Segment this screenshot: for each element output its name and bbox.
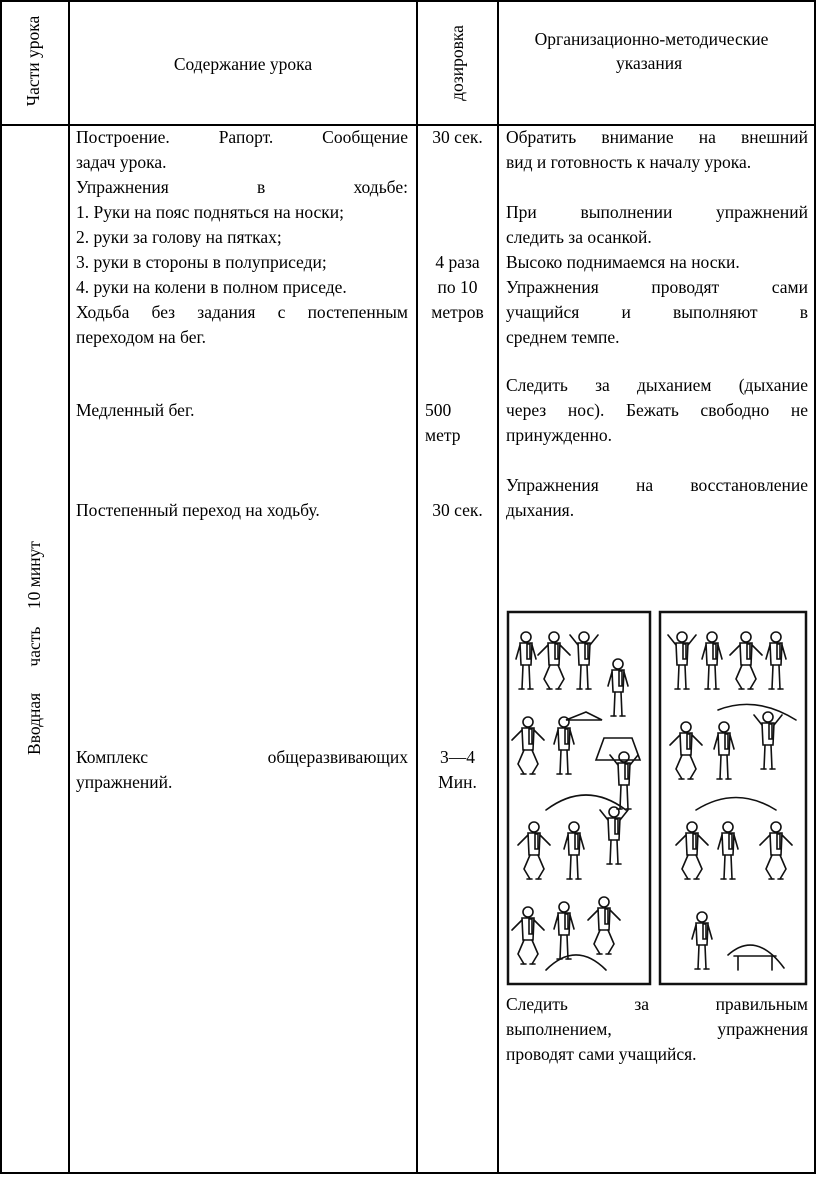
guidance-line: Следить за дыханием (дыхание [506,375,808,395]
dosage-value: 30 сек. [432,127,483,147]
dosage-value: 3—4 [440,747,475,767]
content-line: 1. Руки на пояс подняться на носки; [76,202,345,222]
header-content: Содержание урока [173,54,313,74]
table-border-left [0,0,2,1173]
content-line: переходом на бег. [76,327,207,347]
guidance-line: При выполнении упражнений [506,202,808,222]
content-line: 3. руки в стороны в полуприседи; [76,252,327,272]
guidance-line: вид и готовность к началу урока. [506,152,752,172]
table-border-right [814,0,816,1173]
guidance-line: дыхания. [506,500,575,520]
header-guidance-line2: указания [616,53,683,73]
content-line: Упражнения в ходьбе: [76,177,408,197]
guidance-line: проводят сами учащийся. [506,1044,697,1064]
guidance-line: среднем темпе. [506,327,620,347]
content-line: 4. руки на колени в полном приседе. [76,277,347,297]
table-border-top [0,0,816,2]
dosage-value: метров [431,302,484,322]
dosage-value: по 10 [437,277,478,297]
content-line: Комплекс общеразвивающих [76,747,408,767]
guidance-line: Обратить внимание на внешний [506,127,808,147]
header-dosage: дозировка [447,25,467,101]
guidance-line: Высоко поднимаемся на носки. [506,252,740,272]
dosage-value: 4 раза [435,252,480,272]
content-line: 2. руки за голову на пятках; [76,227,282,247]
content-line: Медленный бег. [76,400,195,420]
content-line: Постепенный переход на ходьбу. [76,500,320,520]
dosage-value: 30 сек. [432,500,483,520]
guidance-line: через нос). Бежать свободно не [506,400,808,420]
dosage-value: Мин. [438,772,477,792]
column-divider-2 [416,0,418,1173]
guidance-line: выполнением, упражнения [506,1019,808,1039]
guidance-line: следить за осанкой. [506,227,652,247]
content-line: упражнений. [76,772,173,792]
content-line: задач урока. [76,152,167,172]
guidance-line: Упражнения на восстановление [506,475,808,495]
guidance-line: Следить за правильным [506,994,808,1014]
guidance-line: принужденно. [506,425,612,445]
dosage-value: метр [425,425,461,445]
header-parts: Части урока [23,15,43,107]
exercise-illustration [506,610,808,986]
dosage-value: 500 [425,400,452,420]
table-border-bottom [0,1172,816,1174]
section-label: Вводная часть 10 минут [24,541,44,755]
guidance-line: учащийся и выполняют в [506,302,808,322]
guidance-line: Упражнения проводят сами [506,277,808,297]
header-guidance-line1: Организационно-методические [534,29,769,49]
column-divider-1 [68,0,70,1173]
content-line: Построение. Рапорт. Сообщение [76,127,408,147]
column-divider-3 [497,0,499,1173]
content-line: Ходьба без задания с постепенным [76,302,408,322]
